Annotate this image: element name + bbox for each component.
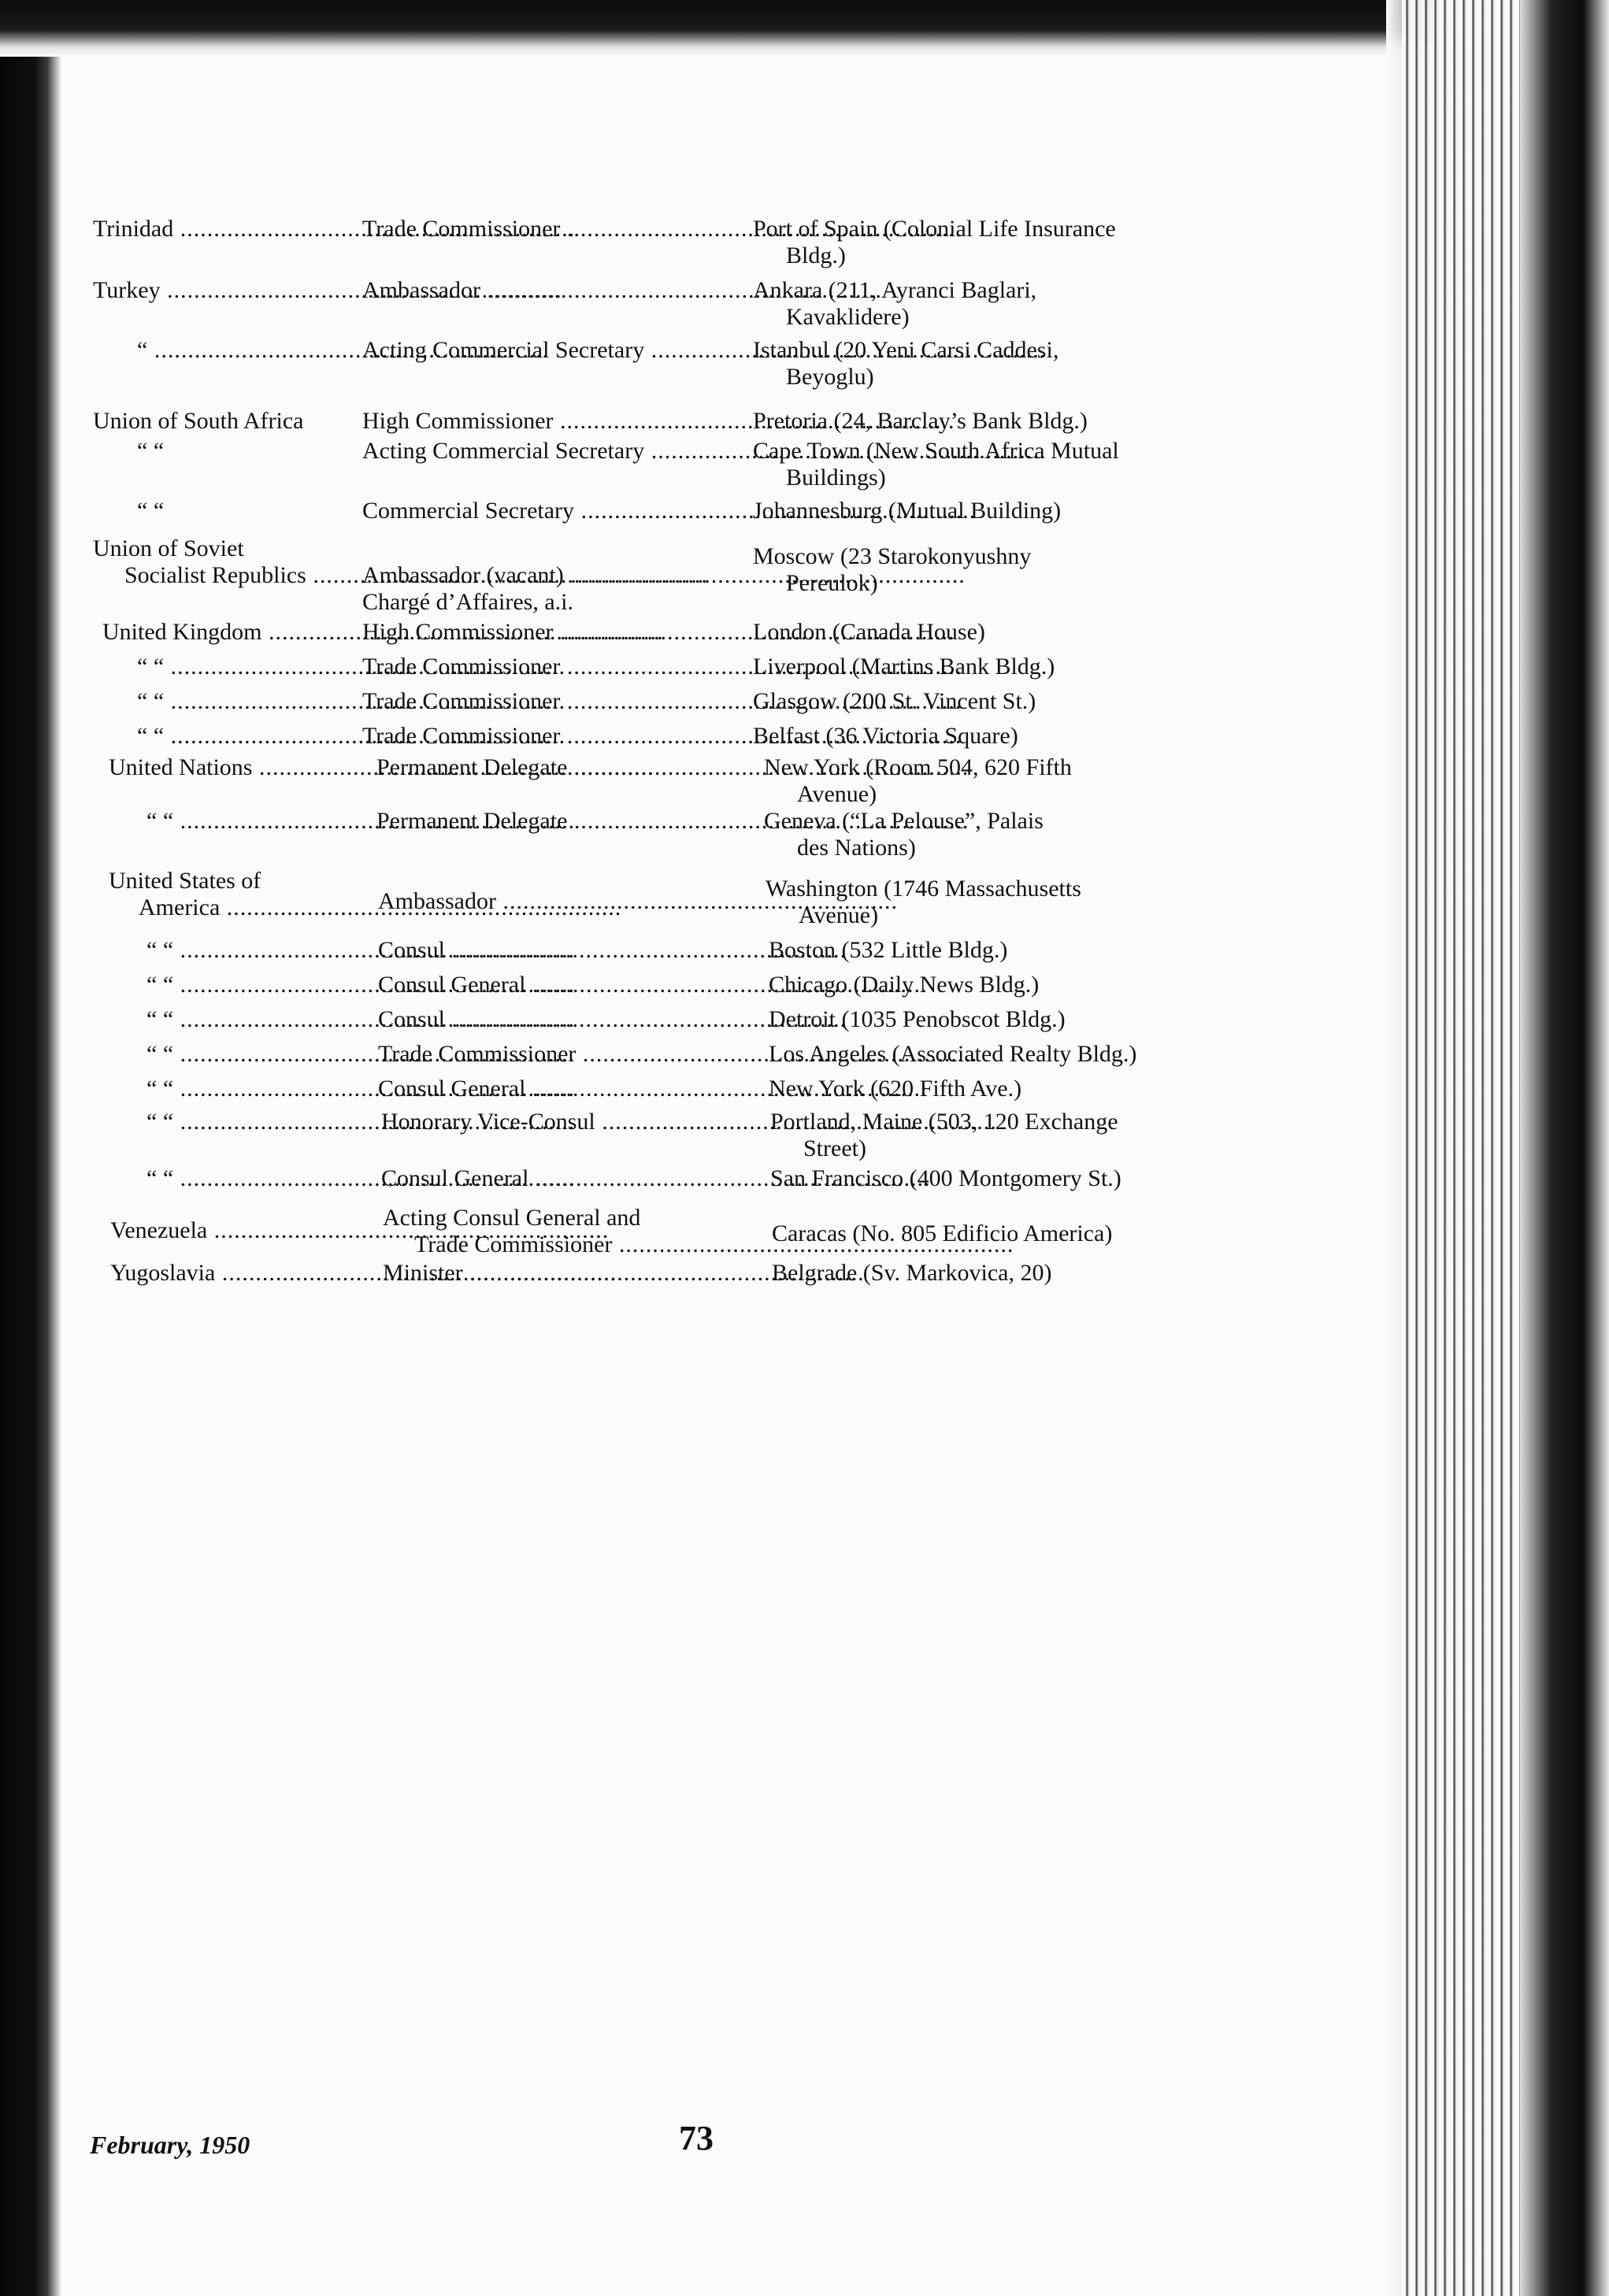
post-title: Consul ..... — [378, 1006, 847, 1032]
address-continued: Avenue) — [799, 902, 879, 928]
ditto-mark: “ “ ..... — [137, 654, 565, 680]
post-title: Permanent Delegate ..... — [376, 754, 969, 780]
address-continued: Buildings) — [786, 465, 886, 491]
address-continued: Bldg.) — [786, 243, 846, 268]
country-name-continued: America ..... — [109, 894, 621, 920]
page-number: 73 — [679, 2119, 714, 2157]
address: Portland, Maine (503, 120 Exchange — [770, 1109, 1118, 1135]
address: Moscow (23 Starokonyushny — [753, 543, 1032, 569]
address: Washington (1746 Massachusetts — [766, 876, 1081, 902]
ditto-mark: “ “ ..... — [137, 688, 565, 714]
post-title: Acting Commercial Secretary ..... — [362, 438, 1046, 464]
post-title: Ambassador (vacant) ..... — [362, 562, 966, 588]
post-title: High Commissioner ..... — [362, 619, 955, 645]
address: Liverpool (Martins Bank Bldg.) — [753, 654, 1055, 680]
ditto-mark: “ “ ..... — [146, 1076, 575, 1102]
binding-shadow — [1520, 0, 1609, 2296]
post-title: Acting Commercial Secretary ..... — [362, 337, 1046, 363]
address: Boston (532 Little Bldg.) — [769, 937, 1008, 963]
country-name: Turkey ..... — [93, 277, 562, 303]
address: Pretoria (24, Barclay’s Bank Bldg.) — [753, 408, 1088, 434]
address: New York (620 Fifth Ave.) — [769, 1076, 1022, 1102]
address-continued: Pereulok) — [786, 570, 878, 596]
post-title: Permanent Delegate ..... — [376, 808, 969, 834]
country-name: Yugoslavia ..... — [110, 1260, 617, 1286]
address: Los Angeles (Associated Realty Bldg.) — [769, 1041, 1137, 1067]
country-name: United Nations ..... — [109, 754, 654, 780]
ditto-mark: “ “ ..... — [146, 1109, 575, 1135]
address: London (Canada House) — [753, 619, 985, 645]
ditto-mark: “ “ ..... — [146, 1041, 575, 1067]
ditto-mark: “ “ — [137, 438, 165, 464]
post-title: Commercial Secretary ..... — [362, 498, 976, 524]
post-title: Trade Commissioner ..... — [362, 688, 962, 714]
post-title: Ambassador ..... — [378, 888, 898, 914]
address: Caracas (No. 805 Edificio America) — [772, 1220, 1113, 1246]
post-title: High Commissioner ..... — [362, 408, 955, 434]
address: Detroit (1035 Penobscot Bldg.) — [769, 1006, 1066, 1032]
post-title: Trade Commissioner ..... — [362, 723, 962, 749]
post-title: Consul General ..... — [381, 1165, 930, 1191]
listing-row — [0, 535, 1386, 615]
address: Belgrade (Sv. Markovica, 20) — [772, 1260, 1052, 1286]
post-title: Honorary Vice-Consul ..... — [381, 1109, 997, 1135]
ditto-mark: “ “ — [137, 498, 165, 524]
post-title-continued: Trade Commissioner ..... — [383, 1231, 1014, 1257]
post-title: Consul General ..... — [378, 1076, 927, 1102]
country-name-continued: Socialist Republics ..... — [93, 562, 708, 588]
ditto-mark: “ “ ..... — [146, 808, 575, 834]
country-name: Trinidad ..... — [93, 216, 575, 242]
country-name: Union of Soviet — [93, 535, 244, 561]
ditto-mark: “ “ ..... — [137, 723, 565, 749]
post-title: Consul ..... — [378, 937, 847, 963]
ditto-mark: “ “ ..... — [146, 1165, 575, 1191]
country-name: Venezuela ..... — [110, 1217, 609, 1243]
listing-row — [0, 1260, 1386, 1335]
address: Istanbul (20 Yeni Carsi Caddesi, — [753, 337, 1059, 363]
ditto-mark: “ “ ..... — [146, 937, 575, 963]
country-name: United States of — [109, 868, 261, 894]
address: Glasgow (200 St. Vincent St.) — [753, 688, 1036, 714]
listing-row — [0, 868, 1386, 943]
address: Geneva (“La Pelouse”, Palais — [764, 808, 1044, 834]
ditto-mark: “ “ ..... — [146, 972, 575, 998]
address: Port of Spain (Colonial Life Insurance — [753, 216, 1116, 242]
post-title: Consul General ..... — [378, 972, 927, 998]
address-continued: des Nations) — [797, 835, 916, 861]
address: Chicago (Daily News Bldg.) — [769, 972, 1040, 998]
address: Cape Town (New South Africa Mutual — [753, 438, 1119, 464]
post-title: Ambassador ..... — [362, 277, 882, 303]
country-name: United Kingdom ..... — [102, 619, 664, 645]
address-continued: Street) — [803, 1135, 866, 1161]
ditto-mark: “ “ ..... — [146, 1006, 575, 1032]
address: Johannesburg (Mutual Building) — [753, 498, 1062, 524]
listing-row — [0, 337, 1386, 413]
address: Ankara (211, Ayranci Baglari, — [753, 277, 1037, 303]
post-title-continued: Chargé d’Affaires, a.i. — [362, 589, 573, 615]
address-continued: Beyoglu) — [786, 364, 874, 390]
address: Belfast (36 Victoria Square) — [753, 723, 1018, 749]
issue-date: February, 1950 — [90, 2131, 250, 2159]
address: New York (Room 504, 620 Fifth — [764, 754, 1072, 780]
country-name: Union of South Africa — [93, 408, 304, 434]
post-title: Trade Commissioner ..... — [362, 216, 962, 242]
post-title: Minister ..... — [383, 1260, 865, 1286]
post-title: Acting Consul General and — [383, 1205, 641, 1231]
address: San Francisco (400 Montgomery St.) — [770, 1165, 1121, 1191]
ditto-mark: “ ..... — [137, 337, 549, 363]
post-title: Trade Commissioner ..... — [378, 1041, 977, 1067]
post-title: Trade Commissioner ..... — [362, 654, 962, 680]
address-continued: Kavaklidere) — [786, 304, 910, 330]
address-continued: Avenue) — [797, 781, 877, 807]
